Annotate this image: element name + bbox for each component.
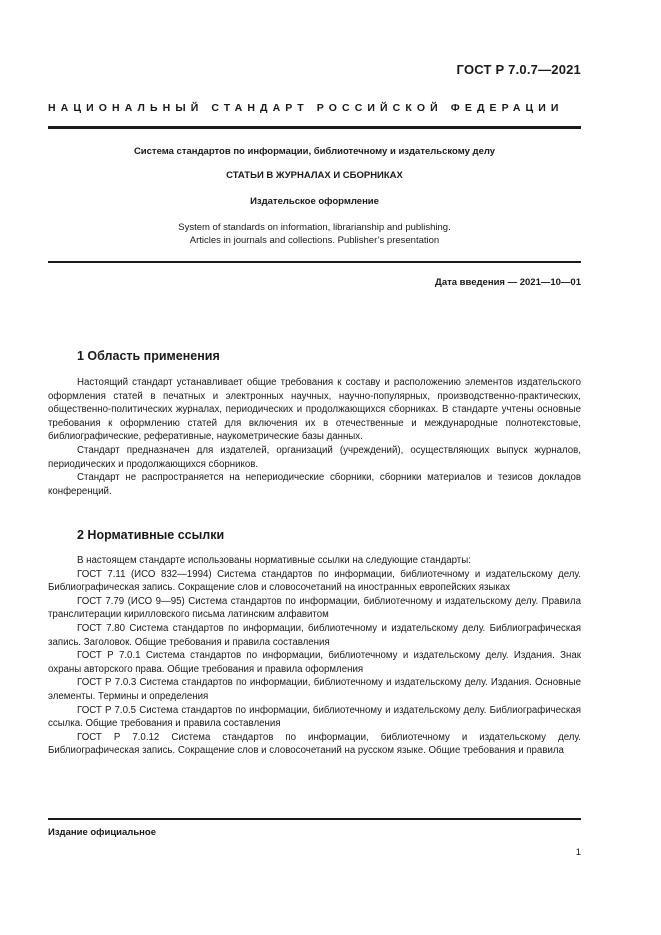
section-body-references — [48, 554, 581, 758]
section-heading-scope: 1 Область применения — [77, 349, 220, 363]
standard-title: СТАТЬИ В ЖУРНАЛАХ И СБОРНИКАХ — [226, 170, 403, 181]
reference-item: ГОСТ 7.79 (ИСО 9—95) Система стандартов по информации, библиотечному и издательскому делу. Правила транслитерации кирилловского письма латинским алфавитом — [48, 595, 581, 621]
paragraph: Стандарт не распространяется на непериодические сборники, сборники материалов и тезисов докладов конференций. — [48, 472, 581, 497]
english-title — [48, 221, 581, 247]
english-title-line: Articles in journals and collections. Publisher’s presentation — [189, 235, 440, 246]
paragraph: Настоящий стандарт устанавливает общие требования к составу и расположению элементов издательского оформления статей в печатных и электронных научных, научно-популярных, производственно-практических, общественно-политических журналах, периодических и продолжающихся сборниках. В стандарте учтены основные требования к оформлению статей для включения их в отечественные и международные полнотекстовые, библиографические, реферативные, наукометрические базы данных. — [48, 377, 581, 443]
section-body-scope — [48, 376, 581, 498]
header-rule — [48, 126, 581, 129]
document-code: ГОСТ Р 7.0.7—2021 — [456, 62, 581, 77]
standards-series: Система стандартов по информации, библиотечному и издательскому делу — [133, 146, 496, 157]
paragraph: Стандарт предназначен для издателей, организаций (учреждений), осуществляющих выпуск журналов, периодических и продолжающихся сборников. — [48, 444, 581, 470]
reference-item: ГОСТ Р 7.0.3 Система стандартов по информации, библиотечному и издательскому делу. Издания. Основные элементы. Термины и определения — [48, 677, 581, 702]
introduction-date: Дата введения — 2021—10—01 — [435, 277, 581, 288]
section-heading-references: 2 Нормативные ссылки — [77, 528, 225, 542]
title-rule — [48, 261, 581, 263]
page-number: 1 — [575, 847, 581, 858]
standard-subtitle: Издательское оформление — [250, 196, 379, 207]
reference-item: ГОСТ 7.11 (ИСО 832—1994) Система стандартов по информации, библиотечному и издательскому делу. Библиографическая запись. Сокращение слов и словосочетаний на иностранных европейских языках — [48, 568, 581, 594]
footer-rule — [48, 818, 581, 820]
national-standard-title: НАЦИОНАЛЬНЫЙ СТАНДАРТ РОССИЙСКОЙ ФЕДЕРАЦИИ — [48, 102, 564, 114]
reference-item: ГОСТ Р 7.0.12 Система стандартов по информации, библиотечному и издательскому делу. Библиографическая запись. Сокращение слов и словосочетаний на русском языке. Общие требования и правила — [48, 731, 581, 757]
reference-item: ГОСТ Р 7.0.1 Система стандартов по информации, библиотечному и издательскому делу. Издания. Знак охраны авторского права. Общие требования и правила оформления — [48, 650, 581, 675]
official-edition-label: Издание официальное — [48, 827, 156, 838]
paragraph: В настоящем стандарте использованы нормативные ссылки на следующие стандарты: — [77, 555, 471, 566]
reference-item: ГОСТ 7.80 Система стандартов по информации, библиотечному и издательскому делу. Библиографическая запись. Заголовок. Общие требования и правила составления — [48, 622, 581, 648]
reference-item: ГОСТ Р 7.0.5 Система стандартов по информации, библиотечному и издательскому делу. Библиографическая ссылка. Общие требования и правила составления — [48, 704, 581, 730]
english-title-line: System of standards on information, librarianship and publishing. — [178, 222, 451, 233]
